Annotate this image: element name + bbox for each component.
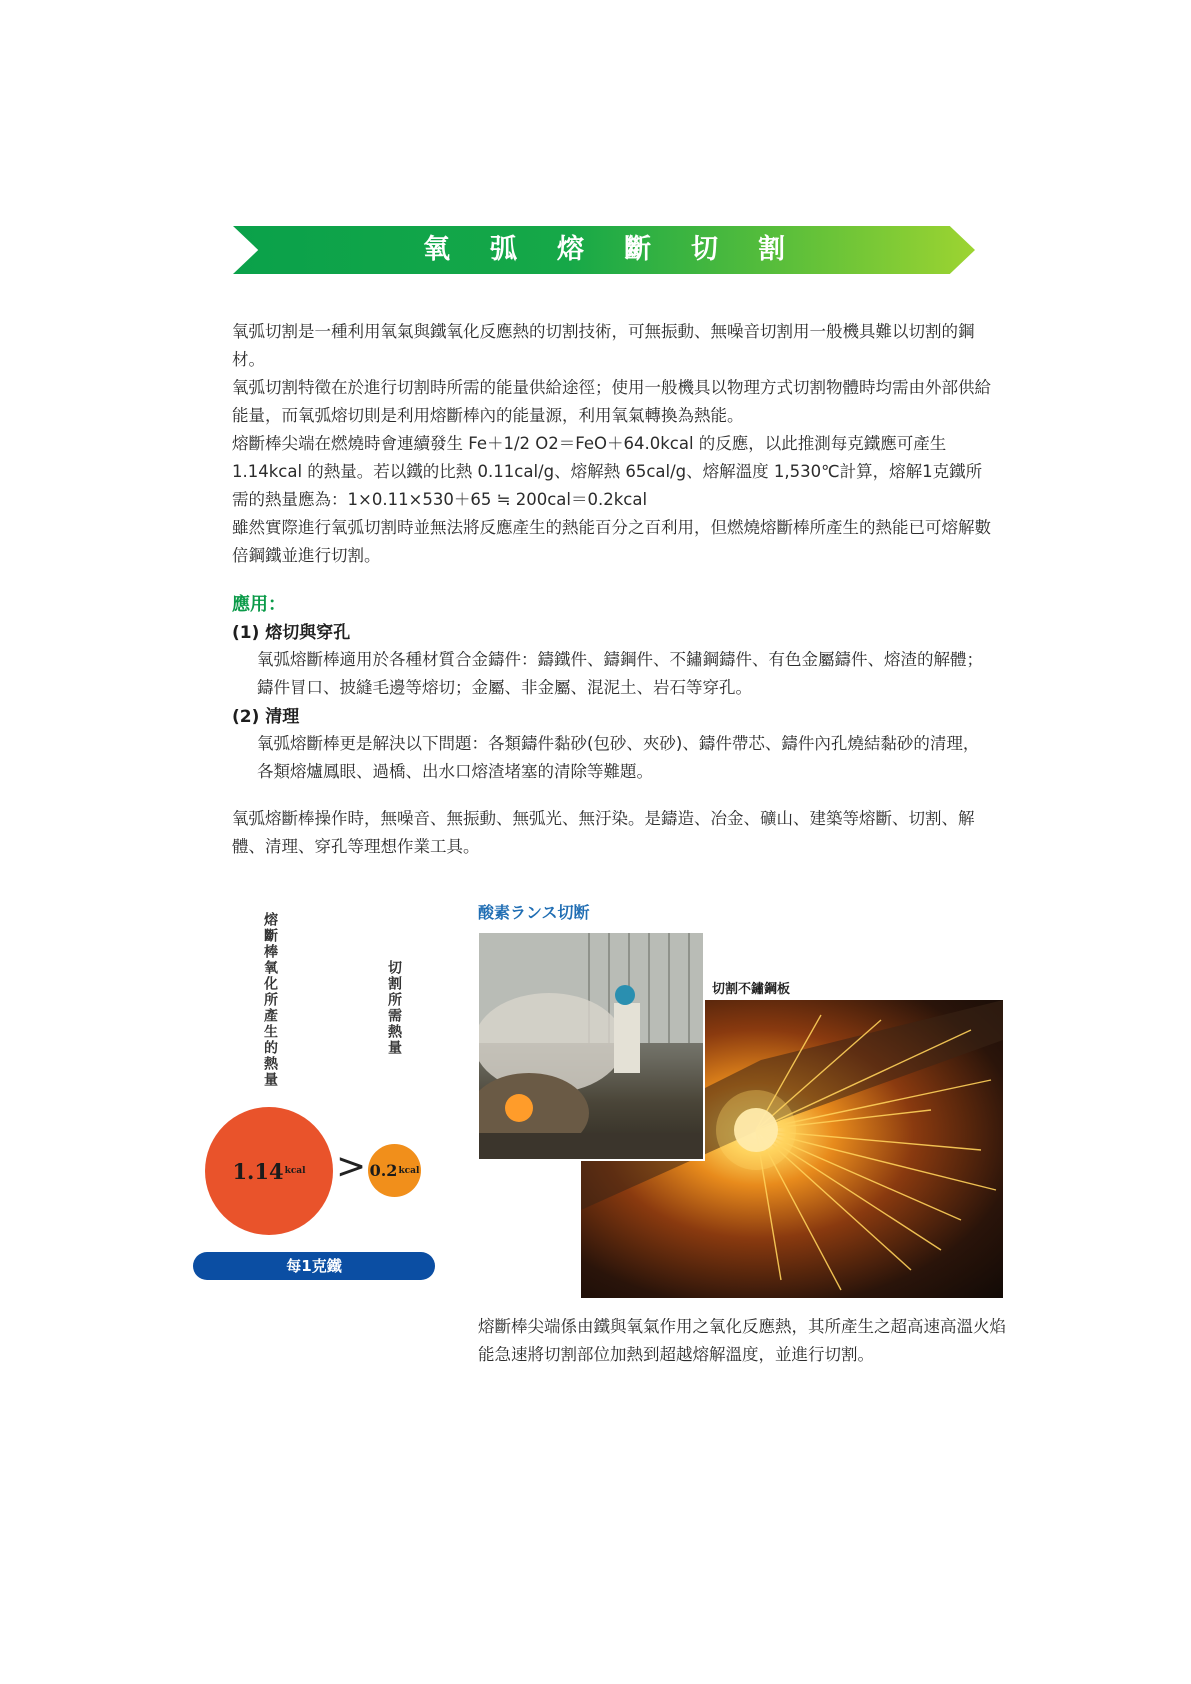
intro-paragraph-4: 雖然實際進行氧弧切割時並無法將反應產生的熱能百分之百利用，但燃燒熔斷棒所產生的熱能已可熔解數倍鋼鐵並進行切割。 <box>232 518 991 565</box>
per-gram-iron-pill: 每1克鐵 <box>193 1252 435 1280</box>
application-heading: 應用： <box>232 594 286 615</box>
intro-paragraph-1: 氧弧切割是一種利用氧氣與鐵氧化反應熱的切割技術，可無振動、無噪音切割用一般機具難以切割的鋼材。 <box>232 322 975 369</box>
application-item-1-body: 氧弧熔斷棒適用於各種材質合金鑄件：鑄鐵件、鑄鋼件、不鏽鋼鑄件、有色金屬鑄件、熔渣的解體；鑄件冒口、披縫毛邊等熔切；金屬、非金屬、混泥土、岩石等穿孔。 <box>257 650 983 697</box>
produced-heat-unit: kcal <box>284 1166 306 1176</box>
required-heat-circle <box>368 1144 421 1197</box>
required-heat-value: 0.2 <box>369 1161 398 1180</box>
intro-paragraph-3: 熔斷棒尖端在燃燒時會連續發生 Fe＋1/2 O2＝FeO＋64.0kcal 的反應，以此推測每克鐵應可產生1.14kcal 的熱量。若以鐵的比熱 0.11cal/g、熔解熱 65cal/g、熔解溫度 1,530℃計算，熔解1克鐵所需的熱量應為：1×0.11×530＋65 ≒ 200cal＝0.2kcal <box>232 434 983 509</box>
photo-title: 酸素ランス切断 <box>478 903 590 922</box>
application-item-2-body: 氧弧熔斷棒更是解決以下問題：各類鑄件黏砂(包砂、夾砂)、鑄件帶芯、鑄件內孔燒結黏砂的清理，各類熔爐鳳眼、過橋、出水口熔渣堵塞的清除等難題。 <box>257 734 980 781</box>
photo-caption: 熔斷棒尖端係由鐵與氧氣作用之氧化反應熱，其所產生之超高速高溫火焰能急速將切割部位加熱到超越熔解溫度，並進行切割。 <box>478 1317 1006 1364</box>
photo-label: 切割不鏽鋼板 <box>712 982 791 997</box>
page-title: 氧弧熔斷切割 <box>423 234 825 265</box>
greater-than-sign: > <box>336 1146 367 1187</box>
summary-text: 氧弧熔斷棒操作時，無噪音、無振動、無弧光、無汙染。是鑄造、冶金、礦山、建築等熔斷、切割、解體、清理、穿孔等理想作業工具。 <box>232 809 975 856</box>
produced-heat-circle <box>205 1107 333 1235</box>
required-heat-label: 切割所需熱量 <box>386 960 402 1056</box>
intro-paragraph-2: 氧弧切割特徵在於進行切割時所需的能量供給途徑；使用一般機具以物理方式切割物體時均需由外部供給能量，而氧弧熔切則是利用熔斷棒內的能量源，利用氧氣轉換為熱能。 <box>232 378 991 425</box>
worker-lancing-photo <box>477 931 705 1161</box>
intro-text <box>232 318 992 570</box>
application-item-2-title: (2) 清理 <box>232 707 300 727</box>
worker-scene-graphic <box>479 933 703 1159</box>
application-item-1-title: (1) 熔切與穿孔 <box>232 623 351 643</box>
produced-heat-value: 1.14 <box>232 1158 284 1184</box>
required-heat-unit: kcal <box>398 1165 420 1176</box>
produced-heat-label: 熔斷棒氧化所產生的熱量 <box>262 912 278 1088</box>
